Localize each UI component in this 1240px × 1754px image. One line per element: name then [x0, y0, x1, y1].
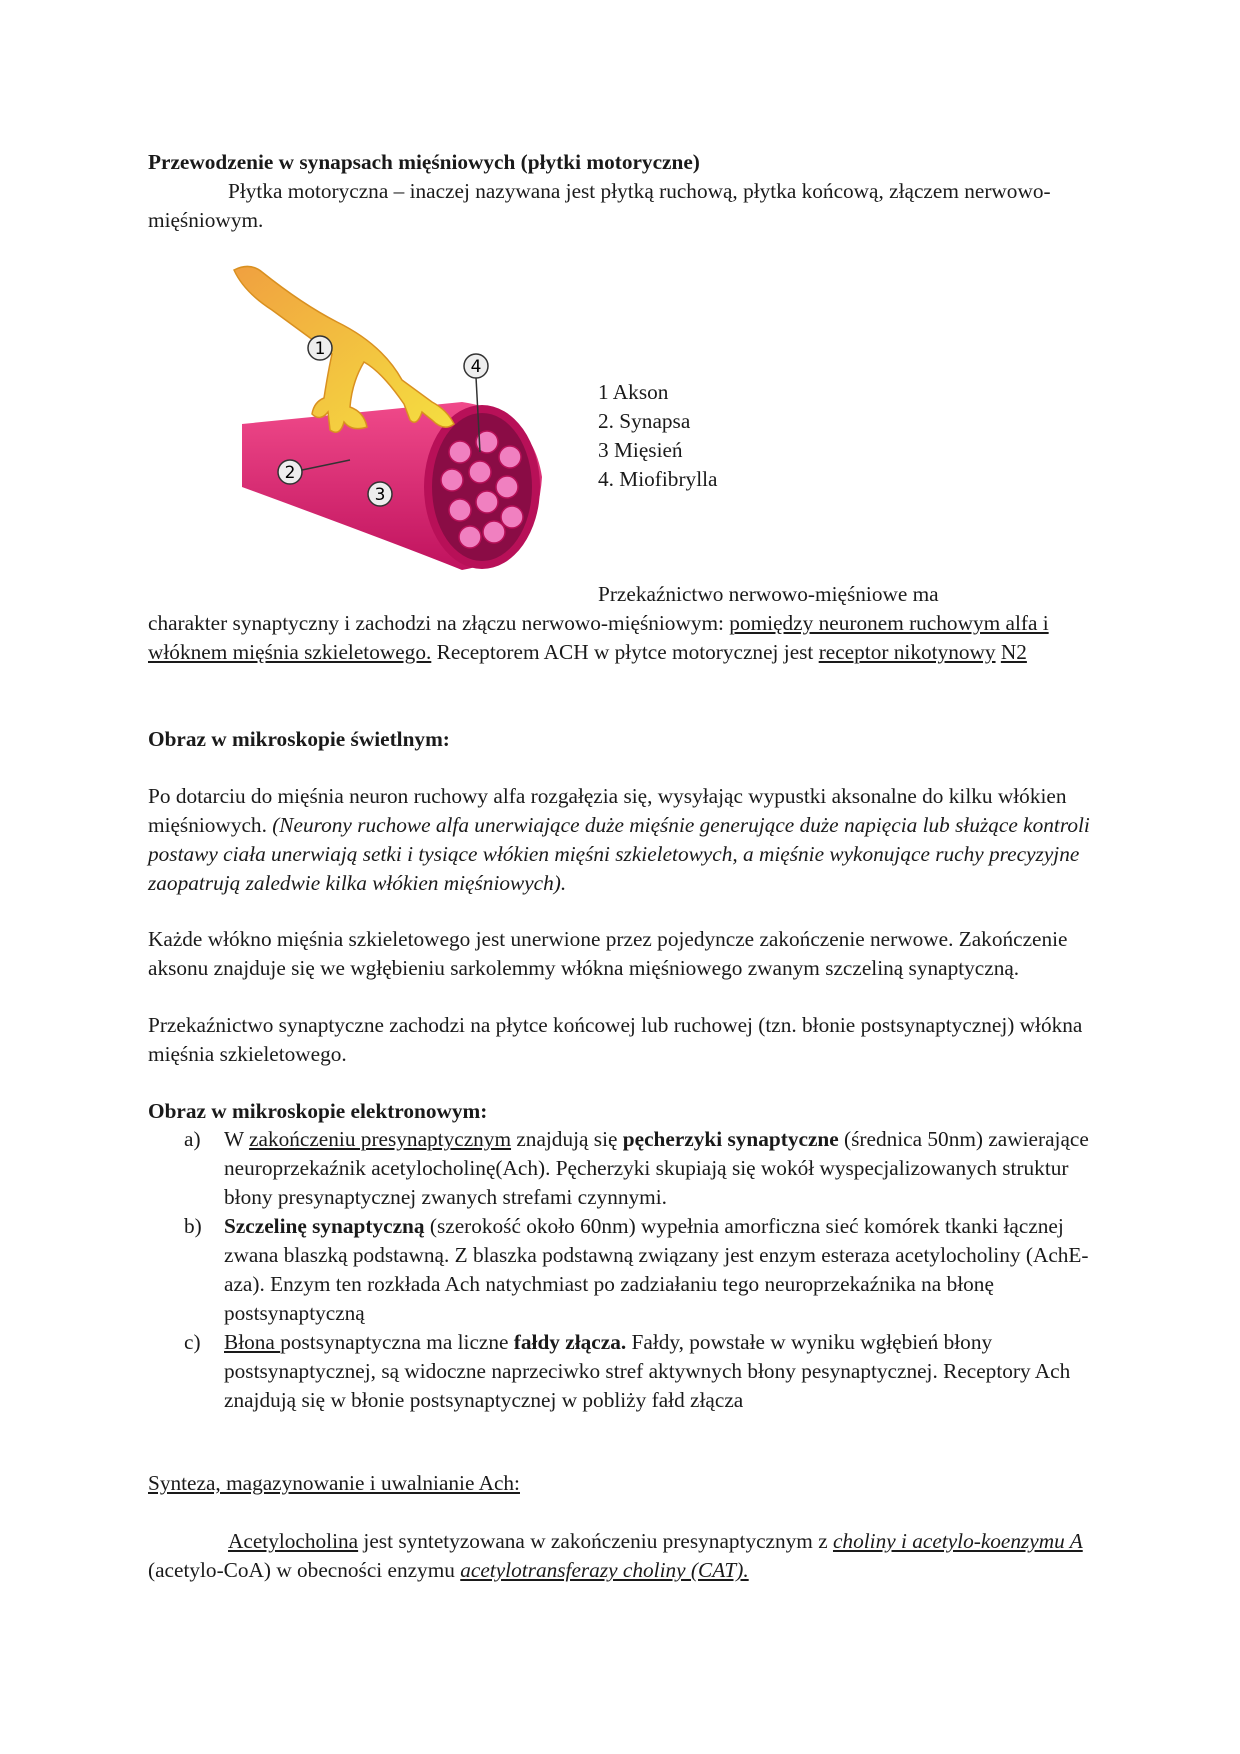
heading-electron-microscope: Obraz w mikroskopie elektronowym:: [148, 1099, 488, 1123]
callout-3: [368, 482, 392, 506]
link-acetylocholina[interactable]: Acetylocholina: [228, 1529, 359, 1553]
link-n2[interactable]: N2: [1000, 640, 1027, 664]
list-item-c: c) Błona postsynaptyczna ma liczne fałdy złącza. Fałdy, powstałe w wyniku wgłębień błony postsynaptycznej, są widoczne naprzeciwko stref aktywnych błony pesynaptycznej. Receptory Ach znajdują się w błonie postsynaptycznej w pobliży fałd złącza: [184, 1330, 1071, 1412]
figure-legend: [598, 378, 717, 494]
legend-item-synapsa: 2. Synapsa: [598, 409, 691, 433]
page-title: Przewodzenie w synapsach mięśniowych (płytki motoryczne): [148, 150, 700, 174]
link-cat[interactable]: acetylotransferazy choliny (CAT).: [460, 1558, 749, 1582]
light-paragraph-2: Każde włókno mięśnia szkieletowego jest unerwione przez pojedyncze zakończenie nerwowe. Zakończenie aksonu znajduje się we wgłębieniu sarkolemmy włókna mięśniowego zwanym szczeliną synaptyczną.: [148, 927, 1068, 980]
para1-lead: Przekaźnictwo nerwowo-mięśniowe ma: [598, 582, 939, 606]
svg-text:3: 3: [374, 485, 386, 505]
list-item-a: a) W zakończeniu presynaptycznym znajdują się pęcherzyki synaptyczne (średnica 50nm) zawierające neuroprzekaźnik acetylocholinę(Ach). Pęcherzyki skupiają się wokół wyspecjalizowanych struktur błony presynaptycznej zwanych strefami czynnymi.: [184, 1127, 1089, 1209]
link-neuron-fibre[interactable]: pomiędzy neuronem ruchowym alfa i włóknem mięśnia szkieletowego.: [148, 611, 1049, 664]
callout-1: [308, 336, 332, 360]
para1-body: charakter synaptyczny i zachodzi na złączu nerwowo-mięśniowym: pomiędzy neuronem ruchowym alfa i włóknem mięśnia szkieletowego. Receptorem ACH w płytce motorycznej jest receptor nikotynowy N2: [148, 611, 1049, 664]
legend-item-miesien: 3 Mięsień: [598, 438, 683, 462]
svg-text:4: 4: [470, 357, 482, 377]
heading-light-microscope: Obraz w mikroskopie świetlnym:: [148, 727, 450, 751]
motor-plate-diagram: [232, 262, 592, 582]
heading-synthesis: Synteza, magazynowanie i uwalnianie Ach:: [148, 1471, 520, 1495]
intro-paragraph: Płytka motoryczna – inaczej nazywana jest płytką ruchową, płytka końcową, złączem nerwowo-mięśniowym.: [148, 179, 1051, 232]
link-nicotinic-receptor[interactable]: receptor nikotynowy: [818, 640, 996, 664]
light-paragraph-3: Przekaźnictwo synaptyczne zachodzi na płytce końcowej lub ruchowej (tzn. błonie postsynaptycznej) włókna mięśnia szkieletowego.: [148, 1013, 1083, 1066]
legend-item-akson: 1 Akson: [598, 380, 669, 404]
light-paragraph-1: Po dotarciu do mięśnia neuron ruchowy alfa rozgałęzia się, wysyłając wypustki aksonalne do kilku włókien mięśniowych. (Neurony ruchowe alfa unerwiające duże mięśnie generujące duże napięcia lub służące kontroli postawy ciała unerwiają setki i tysiące włókien mięśni szkieletowych, a mięśnie wykonujące ruchy precyzyjne zaopatrują zaledwie kilka włókien mięśniowych).: [148, 784, 1090, 895]
legend-item-miofibrylla: 4. Miofibrylla: [598, 467, 718, 491]
list-item-b: b) Szczelinę synaptyczną (szerokość około 60nm) wypełnia amorficzna sieć komórek tkanki łącznej zwana blaszką podstawną. Z blaszka podstawną związany jest enzym esteraza acetylocholiny (AchE-aza). Enzym ten rozkłada Ach natychmiast po zadziałaniu tego neuroprzekaźnika na błonę postsynaptyczną: [184, 1214, 1089, 1325]
link-choliny[interactable]: choliny i acetylo-koenzymu A: [832, 1529, 1083, 1553]
svg-text:2: 2: [284, 463, 296, 483]
synthesis-paragraph: Acetylocholina jest syntetyzowana w zakończeniu presynaptycznym z choliny i acetylo-koenzymu A (acetylo-CoA) w obecności enzymu acetylotransferazy choliny (CAT).: [148, 1529, 1083, 1582]
svg-text:1: 1: [314, 339, 326, 359]
axon-shape: [234, 266, 454, 432]
electron-list: [148, 1125, 1090, 1415]
